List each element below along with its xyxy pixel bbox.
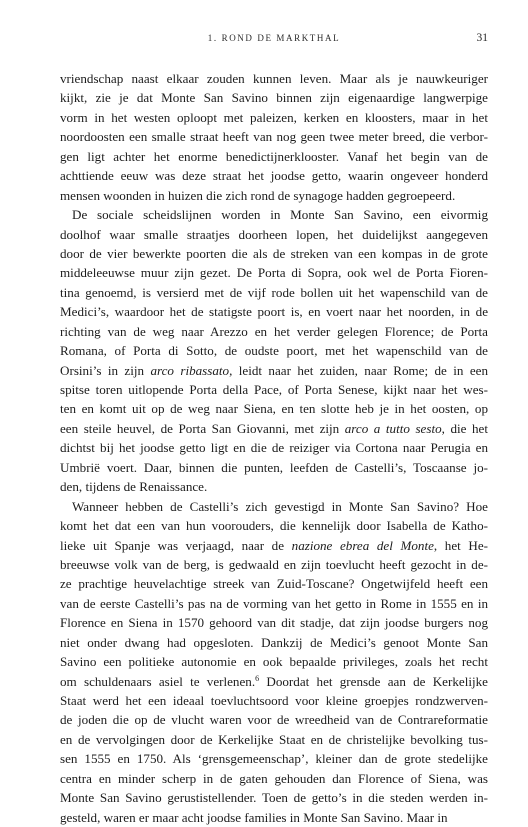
text-line: niet onder dwang had opgesloten. Dankzij de Medici’s genoot Monte San [60, 634, 488, 650]
text-line: vriendschap naast elkaar zouden kunnen leven. Maar als je nauwkeuriger [60, 71, 488, 86]
text-run: , die het [441, 420, 488, 436]
text-run: , het He- [433, 537, 488, 553]
text-run: een steile heuvel, de Porta San Giovanni, met zijn [60, 420, 345, 436]
text-line: Medici’s, waardoor het de statigste poort is, en voert naar het noorden, in de [60, 304, 488, 320]
italic-term: arco a tutto sesto [344, 420, 442, 436]
text-line: Staat werd het een ideaal toevluchtsoord voor kleine groepjes rondzwerven- [60, 693, 488, 708]
text-line: Savino een politieke autonomie en ook bepaalde privileges, zoals het recht [60, 654, 488, 670]
text-line: sen 1555 en 1750. Als ‘grensgemeenschap’, kleiner dan de grote stedelijke [60, 751, 488, 767]
text-line: spitse toren uitlopende Porta della Pace, of Porta Senese, kijkt naar het wes- [60, 382, 488, 397]
text-run: Orsini’s in zijn [60, 362, 151, 378]
text-line: Monte San Savino gerustistellender. Toen de getto’s in die steden werden in- [60, 790, 488, 806]
text-line [60, 419, 488, 438]
body-text [60, 69, 488, 827]
text-line: komt het dat een van hun voorouders, die kennelijk door Isabella de Katho- [60, 518, 488, 534]
text-line: De sociale scheidslijnen worden in Monte San Savino, een eivormig [72, 207, 488, 223]
page-header [60, 33, 488, 47]
text-line: Romana, of Porta di Sotto, de oudste poort, met het wapenschild van de [60, 343, 488, 359]
text-line: dichtst bij het joodse getto ligt en die de reiziger via Cortona naar Perugia en [60, 440, 488, 456]
text-line: doolhof waar smalle straatjes doorheen lopen, het duidelijkst aangegeven [60, 226, 488, 242]
text-line: van de eerste Castelli’s pas na de vorming van het getto in Rome in 1555 en in [60, 595, 488, 611]
text-line: middeleeuwse muur zijn gezet. De Porta di Sopra, ook wel de Porta Fioren- [60, 265, 488, 281]
text-run: lieke uit Spanje was verjaagd, naar de [60, 537, 292, 553]
paragraph [60, 69, 488, 205]
text-line: kijkt, zie je dat Monte San Savino binnen zijn eigenaardige langwerpige [60, 90, 488, 106]
text-line: en de vervolgingen door de Kerkelijke Staat en de christelijke bevolking tus- [60, 731, 488, 747]
text-line: noordoosten een smalle straat heeft van nog geen twee meter breed, die verbor- [60, 129, 488, 145]
text-line: Florence en Siena in 1570 gehoord van dit stadje, dat zijn joodse burgers nog [60, 615, 488, 631]
text-line: vorm in het westen oploopt met paleizen, kerken en kloosters, maar in het [60, 109, 488, 125]
text-line: de joden die op de vlucht waren voor de wreedheid van de Contrareformatie [60, 712, 488, 728]
text-line [60, 361, 488, 380]
text-line: ten en komt uit op de weg naar Siena, en ten slotte heb je in het oosten, op [60, 401, 488, 417]
text-line: gesteld, waren er maar acht joodse families in Monte San Savino. Maar in [60, 809, 448, 825]
text-line: mensen woonden in huizen die zich rond de synagoge hadden gegroepeerd. [60, 187, 456, 203]
page-number: 31 [476, 32, 488, 44]
text-line: door de vier bewerkte poorten die als de streken van een kompas in de grote [60, 245, 488, 261]
text-line: Umbrië voert. Daar, binnen die punten, leefden de Castelli’s, Toscaanse jo- [60, 459, 488, 475]
text-line: richting van de weg naar Arezzo en het verder gelegen Florence; de Porta [60, 323, 488, 339]
running-head: 1. ROND DE MARKTHAL [207, 33, 341, 43]
text-line: Wanneer hebben de Castelli’s zich gevestigd in Monte San Savino? Hoe [72, 498, 488, 514]
text-line: den, tijdens de Renaissance. [60, 479, 208, 495]
text-run: Doordat het grensde aan de Kerkelijke [259, 673, 488, 689]
text-run: om schuldenaars asiel te verlenen. [60, 673, 256, 689]
italic-term: arco ribassato [150, 362, 230, 378]
paragraph [60, 497, 488, 827]
text-line [60, 672, 488, 691]
paragraph [60, 205, 488, 497]
text-run: , leidt naar het zuiden, naar Rome; de in een [229, 362, 488, 378]
text-line: gen ligt achter het enorme benedictijnerklooster. Vanaf het begin van de [60, 148, 488, 164]
text-line [60, 536, 488, 555]
text-line: breeuwse volk van de berg, is gedwaald en zijn toevlucht heeft gezocht in de- [60, 556, 488, 572]
text-line: tina genoemd, is versierd met de vijf rode bollen uit het wapenschild van de [60, 284, 488, 300]
footnote-marker: 6 [255, 673, 260, 683]
text-line: centra en minder scherp in de gaten gehouden dan Florence of Siena, was [60, 770, 488, 786]
text-line: ze prachtige heuvelachtige streek van Zuid-Toscane? Ongetwijfeld heeft een [60, 576, 488, 592]
text-line: achttiende eeuw was deze straat het joodse getto, waarin ongeveer honderd [60, 168, 488, 184]
italic-term: nazione ebrea del Monte [291, 537, 434, 553]
